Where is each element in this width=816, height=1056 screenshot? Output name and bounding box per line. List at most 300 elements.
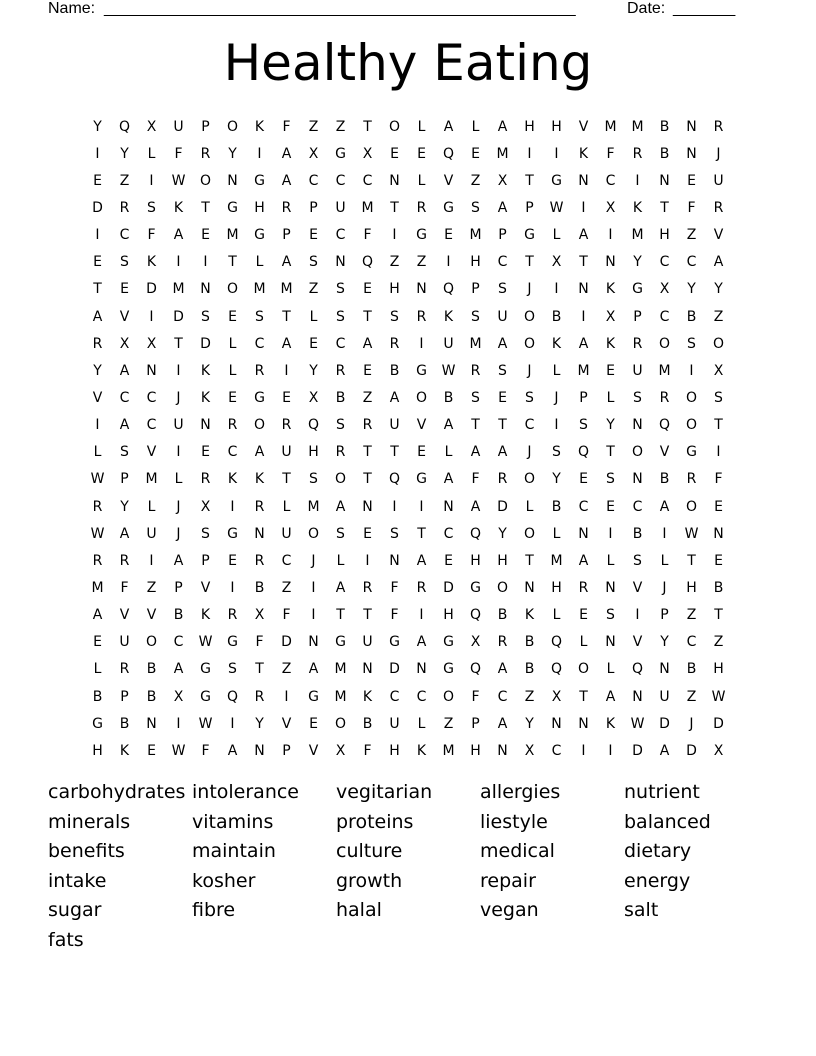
- grid-letter[interactable]: Q: [388, 471, 401, 488]
- grid-letter[interactable]: F: [606, 145, 615, 162]
- grid-letter[interactable]: I: [446, 254, 451, 271]
- grid-letter[interactable]: Z: [470, 172, 481, 189]
- grid-letter[interactable]: I: [176, 715, 181, 732]
- grid-letter[interactable]: R: [119, 661, 130, 678]
- grid-letter[interactable]: Y: [93, 118, 102, 135]
- grid-letter[interactable]: L: [228, 335, 237, 352]
- grid-letter[interactable]: R: [254, 688, 265, 705]
- grid-letter[interactable]: M: [334, 661, 347, 678]
- grid-letter[interactable]: C: [686, 254, 697, 271]
- grid-letter[interactable]: A: [443, 118, 454, 135]
- grid-letter[interactable]: Y: [309, 362, 318, 379]
- grid-letter[interactable]: S: [606, 607, 615, 624]
- grid-letter[interactable]: N: [713, 525, 724, 542]
- grid-letter[interactable]: S: [309, 471, 318, 488]
- grid-letter[interactable]: B: [551, 498, 562, 515]
- grid-letter[interactable]: O: [577, 661, 590, 678]
- grid-letter[interactable]: B: [254, 579, 265, 596]
- grid-letter[interactable]: U: [659, 688, 670, 705]
- grid-letter[interactable]: R: [254, 362, 265, 379]
- grid-letter[interactable]: J: [527, 362, 532, 379]
- grid-letter[interactable]: I: [419, 498, 424, 515]
- grid-letter[interactable]: U: [146, 525, 157, 542]
- grid-letter[interactable]: S: [255, 308, 264, 325]
- grid-letter[interactable]: U: [119, 634, 130, 651]
- grid-letter[interactable]: T: [606, 444, 615, 461]
- grid-letter[interactable]: L: [552, 607, 561, 624]
- grid-letter[interactable]: H: [470, 742, 481, 759]
- grid-letter[interactable]: T: [525, 552, 534, 569]
- grid-letter[interactable]: I: [662, 525, 667, 542]
- grid-letter[interactable]: T: [579, 688, 588, 705]
- grid-letter[interactable]: X: [713, 742, 724, 759]
- grid-letter[interactable]: X: [497, 172, 508, 189]
- grid-letter[interactable]: Q: [361, 254, 374, 271]
- grid-letter[interactable]: O: [523, 308, 536, 325]
- grid-letter[interactable]: A: [605, 688, 616, 705]
- grid-letter[interactable]: N: [389, 552, 400, 569]
- grid-letter[interactable]: P: [471, 281, 480, 298]
- grid-letter[interactable]: Y: [525, 715, 534, 732]
- grid-letter[interactable]: B: [92, 688, 103, 705]
- grid-letter[interactable]: R: [497, 471, 508, 488]
- grid-letter[interactable]: E: [606, 362, 615, 379]
- grid-letter[interactable]: R: [281, 417, 292, 434]
- grid-letter[interactable]: W: [198, 715, 213, 732]
- grid-letter[interactable]: L: [660, 552, 669, 569]
- grid-letter[interactable]: H: [443, 607, 454, 624]
- grid-letter[interactable]: B: [119, 715, 130, 732]
- grid-letter[interactable]: T: [363, 471, 372, 488]
- grid-letter[interactable]: R: [200, 471, 211, 488]
- grid-letter[interactable]: F: [282, 118, 291, 135]
- grid-letter[interactable]: V: [659, 444, 670, 461]
- grid-letter[interactable]: R: [227, 607, 238, 624]
- grid-letter[interactable]: S: [579, 417, 588, 434]
- grid-letter[interactable]: E: [579, 607, 588, 624]
- grid-letter[interactable]: O: [388, 118, 401, 135]
- grid-letter[interactable]: H: [92, 742, 103, 759]
- grid-letter[interactable]: O: [631, 444, 644, 461]
- grid-letter[interactable]: M: [172, 281, 185, 298]
- grid-letter[interactable]: M: [469, 227, 482, 244]
- grid-letter[interactable]: J: [527, 444, 532, 461]
- grid-letter[interactable]: I: [608, 227, 613, 244]
- grid-letter[interactable]: I: [95, 145, 100, 162]
- grid-letter[interactable]: I: [716, 444, 721, 461]
- grid-letter[interactable]: T: [255, 661, 264, 678]
- grid-letter[interactable]: T: [687, 552, 696, 569]
- grid-letter[interactable]: G: [200, 688, 211, 705]
- grid-letter[interactable]: Y: [498, 525, 507, 542]
- grid-letter[interactable]: G: [200, 661, 211, 678]
- grid-letter[interactable]: T: [363, 118, 372, 135]
- grid-letter[interactable]: I: [95, 227, 100, 244]
- grid-letter[interactable]: E: [201, 444, 210, 461]
- grid-letter[interactable]: G: [416, 362, 427, 379]
- grid-letter[interactable]: L: [282, 498, 291, 515]
- grid-letter[interactable]: V: [632, 579, 643, 596]
- grid-letter[interactable]: N: [497, 742, 508, 759]
- grid-letter[interactable]: L: [579, 634, 588, 651]
- grid-letter[interactable]: N: [254, 742, 265, 759]
- grid-letter[interactable]: A: [578, 552, 589, 569]
- grid-letter[interactable]: V: [578, 118, 589, 135]
- grid-letter[interactable]: E: [147, 742, 156, 759]
- grid-letter[interactable]: N: [605, 579, 616, 596]
- grid-letter[interactable]: C: [308, 172, 319, 189]
- grid-letter[interactable]: A: [416, 634, 427, 651]
- grid-letter[interactable]: X: [335, 742, 346, 759]
- grid-letter[interactable]: G: [443, 199, 454, 216]
- grid-letter[interactable]: N: [254, 525, 265, 542]
- grid-letter[interactable]: Y: [606, 417, 615, 434]
- grid-letter[interactable]: K: [632, 199, 643, 216]
- grid-letter[interactable]: N: [605, 634, 616, 651]
- grid-letter[interactable]: I: [149, 172, 154, 189]
- grid-letter[interactable]: B: [146, 688, 157, 705]
- grid-letter[interactable]: O: [523, 471, 536, 488]
- grid-letter[interactable]: K: [173, 199, 184, 216]
- grid-letter[interactable]: A: [713, 254, 724, 271]
- grid-letter[interactable]: F: [201, 742, 210, 759]
- grid-letter[interactable]: E: [444, 552, 453, 569]
- grid-letter[interactable]: A: [281, 172, 292, 189]
- grid-letter[interactable]: E: [363, 362, 372, 379]
- grid-letter[interactable]: C: [335, 335, 346, 352]
- grid-letter[interactable]: P: [633, 308, 642, 325]
- grid-letter[interactable]: Q: [442, 281, 455, 298]
- grid-letter[interactable]: T: [390, 199, 399, 216]
- grid-letter[interactable]: T: [525, 254, 534, 271]
- grid-letter[interactable]: T: [363, 444, 372, 461]
- grid-letter[interactable]: R: [416, 579, 427, 596]
- grid-letter[interactable]: Y: [714, 281, 723, 298]
- grid-letter[interactable]: E: [714, 552, 723, 569]
- grid-letter[interactable]: A: [281, 145, 292, 162]
- grid-letter[interactable]: E: [687, 172, 696, 189]
- grid-letter[interactable]: W: [549, 199, 564, 216]
- grid-letter[interactable]: N: [632, 471, 643, 488]
- grid-letter[interactable]: I: [365, 552, 370, 569]
- grid-letter[interactable]: P: [498, 227, 507, 244]
- grid-letter[interactable]: D: [200, 335, 211, 352]
- grid-letter[interactable]: G: [524, 227, 535, 244]
- grid-letter[interactable]: A: [254, 444, 265, 461]
- grid-letter[interactable]: N: [146, 715, 157, 732]
- grid-letter[interactable]: T: [390, 444, 399, 461]
- grid-letter[interactable]: N: [605, 254, 616, 271]
- grid-letter[interactable]: S: [336, 525, 345, 542]
- grid-letter[interactable]: K: [524, 607, 535, 624]
- grid-letter[interactable]: Q: [631, 661, 644, 678]
- grid-letter[interactable]: O: [334, 471, 347, 488]
- grid-letter[interactable]: Z: [362, 389, 373, 406]
- grid-letter[interactable]: L: [552, 525, 561, 542]
- grid-letter[interactable]: X: [524, 742, 535, 759]
- grid-letter[interactable]: M: [658, 362, 671, 379]
- grid-letter[interactable]: B: [362, 715, 373, 732]
- grid-letter[interactable]: S: [714, 389, 723, 406]
- grid-letter[interactable]: E: [309, 335, 318, 352]
- grid-letter[interactable]: M: [550, 552, 563, 569]
- grid-letter[interactable]: D: [173, 308, 184, 325]
- grid-letter[interactable]: L: [147, 498, 156, 515]
- grid-letter[interactable]: V: [119, 308, 130, 325]
- grid-letter[interactable]: Z: [524, 688, 535, 705]
- grid-letter[interactable]: U: [281, 444, 292, 461]
- grid-letter[interactable]: P: [282, 227, 291, 244]
- grid-letter[interactable]: U: [389, 417, 400, 434]
- grid-letter[interactable]: P: [282, 742, 291, 759]
- grid-letter[interactable]: G: [227, 525, 238, 542]
- grid-letter[interactable]: X: [254, 607, 265, 624]
- grid-letter[interactable]: G: [632, 281, 643, 298]
- grid-letter[interactable]: R: [335, 444, 346, 461]
- grid-letter[interactable]: Q: [658, 417, 671, 434]
- grid-letter[interactable]: N: [443, 498, 454, 515]
- grid-letter[interactable]: C: [416, 688, 427, 705]
- grid-letter[interactable]: B: [632, 525, 643, 542]
- grid-letter[interactable]: A: [659, 498, 670, 515]
- grid-letter[interactable]: N: [308, 634, 319, 651]
- grid-letter[interactable]: C: [254, 335, 265, 352]
- grid-letter[interactable]: I: [635, 607, 640, 624]
- grid-letter[interactable]: A: [173, 552, 184, 569]
- grid-letter[interactable]: K: [605, 281, 616, 298]
- grid-letter[interactable]: K: [605, 335, 616, 352]
- grid-letter[interactable]: C: [119, 227, 130, 244]
- grid-letter[interactable]: K: [119, 742, 130, 759]
- grid-letter[interactable]: Q: [469, 525, 482, 542]
- grid-letter[interactable]: R: [227, 417, 238, 434]
- grid-letter[interactable]: I: [284, 688, 289, 705]
- grid-letter[interactable]: Y: [93, 362, 102, 379]
- grid-letter[interactable]: V: [200, 579, 211, 596]
- grid-letter[interactable]: S: [390, 308, 399, 325]
- grid-letter[interactable]: N: [227, 172, 238, 189]
- grid-letter[interactable]: K: [605, 715, 616, 732]
- grid-letter[interactable]: A: [443, 417, 454, 434]
- grid-letter[interactable]: E: [228, 308, 237, 325]
- grid-letter[interactable]: U: [281, 525, 292, 542]
- grid-letter[interactable]: H: [524, 118, 535, 135]
- grid-letter[interactable]: S: [120, 444, 129, 461]
- grid-letter[interactable]: B: [713, 579, 724, 596]
- grid-letter[interactable]: S: [471, 199, 480, 216]
- grid-letter[interactable]: A: [497, 199, 508, 216]
- grid-letter[interactable]: A: [92, 308, 103, 325]
- grid-letter[interactable]: W: [171, 172, 186, 189]
- grid-letter[interactable]: M: [280, 281, 293, 298]
- grid-letter[interactable]: D: [497, 498, 508, 515]
- grid-letter[interactable]: I: [284, 362, 289, 379]
- grid-letter[interactable]: P: [201, 552, 210, 569]
- grid-letter[interactable]: U: [173, 417, 184, 434]
- grid-letter[interactable]: Q: [550, 634, 563, 651]
- grid-letter[interactable]: R: [713, 118, 724, 135]
- grid-letter[interactable]: Y: [120, 145, 129, 162]
- grid-letter[interactable]: K: [200, 607, 211, 624]
- grid-letter[interactable]: I: [230, 715, 235, 732]
- grid-letter[interactable]: A: [308, 661, 319, 678]
- grid-letter[interactable]: R: [92, 335, 103, 352]
- grid-letter[interactable]: I: [149, 552, 154, 569]
- grid-letter[interactable]: O: [685, 389, 698, 406]
- grid-letter[interactable]: J: [662, 579, 667, 596]
- grid-letter[interactable]: S: [228, 661, 237, 678]
- grid-letter[interactable]: C: [497, 688, 508, 705]
- grid-letter[interactable]: P: [309, 199, 318, 216]
- grid-letter[interactable]: G: [470, 579, 481, 596]
- grid-letter[interactable]: J: [176, 498, 181, 515]
- grid-letter[interactable]: F: [174, 145, 183, 162]
- grid-letter[interactable]: Z: [281, 579, 292, 596]
- grid-letter[interactable]: M: [334, 688, 347, 705]
- grid-letter[interactable]: I: [392, 498, 397, 515]
- grid-letter[interactable]: A: [497, 715, 508, 732]
- grid-letter[interactable]: E: [93, 634, 102, 651]
- grid-letter[interactable]: H: [551, 118, 562, 135]
- grid-letter[interactable]: Y: [633, 254, 642, 271]
- grid-letter[interactable]: H: [551, 579, 562, 596]
- grid-letter[interactable]: B: [524, 634, 535, 651]
- grid-letter[interactable]: F: [363, 227, 372, 244]
- grid-letter[interactable]: L: [606, 552, 615, 569]
- grid-letter[interactable]: G: [308, 688, 319, 705]
- grid-letter[interactable]: K: [200, 362, 211, 379]
- grid-letter[interactable]: C: [119, 389, 130, 406]
- grid-letter[interactable]: U: [389, 715, 400, 732]
- grid-letter[interactable]: H: [254, 199, 265, 216]
- grid-letter[interactable]: Y: [255, 715, 264, 732]
- grid-letter[interactable]: C: [524, 417, 535, 434]
- grid-letter[interactable]: O: [334, 715, 347, 732]
- grid-letter[interactable]: Q: [550, 661, 563, 678]
- grid-letter[interactable]: J: [716, 145, 721, 162]
- grid-letter[interactable]: N: [200, 281, 211, 298]
- grid-letter[interactable]: N: [551, 715, 562, 732]
- grid-letter[interactable]: E: [201, 227, 210, 244]
- grid-letter[interactable]: L: [93, 661, 102, 678]
- grid-letter[interactable]: E: [579, 471, 588, 488]
- grid-letter[interactable]: D: [686, 742, 697, 759]
- grid-letter[interactable]: M: [469, 335, 482, 352]
- grid-letter[interactable]: B: [389, 362, 400, 379]
- grid-letter[interactable]: A: [497, 335, 508, 352]
- grid-letter[interactable]: A: [389, 389, 400, 406]
- grid-letter[interactable]: R: [713, 199, 724, 216]
- grid-letter[interactable]: B: [686, 661, 697, 678]
- grid-letter[interactable]: M: [442, 742, 455, 759]
- grid-letter[interactable]: U: [713, 172, 724, 189]
- grid-letter[interactable]: T: [525, 172, 534, 189]
- grid-letter[interactable]: I: [554, 145, 559, 162]
- grid-letter[interactable]: E: [417, 145, 426, 162]
- grid-letter[interactable]: F: [687, 199, 696, 216]
- grid-letter[interactable]: Y: [120, 498, 129, 515]
- grid-letter[interactable]: C: [443, 525, 454, 542]
- grid-letter[interactable]: X: [173, 688, 184, 705]
- grid-letter[interactable]: Z: [119, 172, 130, 189]
- grid-letter[interactable]: Z: [686, 607, 697, 624]
- grid-letter[interactable]: L: [606, 661, 615, 678]
- grid-letter[interactable]: L: [417, 715, 426, 732]
- grid-letter[interactable]: I: [527, 145, 532, 162]
- grid-letter[interactable]: O: [523, 335, 536, 352]
- grid-letter[interactable]: O: [226, 281, 239, 298]
- grid-letter[interactable]: A: [362, 335, 373, 352]
- grid-letter[interactable]: I: [230, 498, 235, 515]
- grid-letter[interactable]: S: [525, 389, 534, 406]
- grid-letter[interactable]: U: [497, 308, 508, 325]
- grid-letter[interactable]: I: [176, 254, 181, 271]
- grid-letter[interactable]: I: [257, 145, 262, 162]
- grid-letter[interactable]: K: [227, 471, 238, 488]
- grid-letter[interactable]: B: [659, 145, 670, 162]
- grid-letter[interactable]: S: [201, 525, 210, 542]
- grid-letter[interactable]: R: [659, 389, 670, 406]
- grid-letter[interactable]: E: [309, 715, 318, 732]
- grid-letter[interactable]: I: [311, 607, 316, 624]
- grid-letter[interactable]: M: [631, 227, 644, 244]
- grid-letter[interactable]: T: [660, 199, 669, 216]
- grid-letter[interactable]: H: [389, 742, 400, 759]
- grid-letter[interactable]: W: [90, 471, 105, 488]
- grid-letter[interactable]: S: [552, 444, 561, 461]
- grid-letter[interactable]: R: [119, 199, 130, 216]
- grid-letter[interactable]: C: [335, 172, 346, 189]
- grid-letter[interactable]: R: [497, 634, 508, 651]
- grid-letter[interactable]: O: [253, 417, 266, 434]
- grid-letter[interactable]: A: [497, 118, 508, 135]
- grid-letter[interactable]: A: [416, 552, 427, 569]
- grid-letter[interactable]: G: [416, 227, 427, 244]
- grid-letter[interactable]: A: [173, 661, 184, 678]
- grid-letter[interactable]: Y: [228, 145, 237, 162]
- grid-letter[interactable]: K: [551, 335, 562, 352]
- grid-letter[interactable]: T: [363, 308, 372, 325]
- grid-letter[interactable]: Z: [335, 118, 346, 135]
- grid-letter[interactable]: L: [228, 362, 237, 379]
- grid-letter[interactable]: G: [443, 661, 454, 678]
- grid-letter[interactable]: E: [363, 525, 372, 542]
- grid-letter[interactable]: Z: [281, 661, 292, 678]
- grid-letter[interactable]: T: [201, 199, 210, 216]
- grid-letter[interactable]: Q: [469, 661, 482, 678]
- grid-letter[interactable]: V: [416, 417, 427, 434]
- grid-letter[interactable]: Z: [146, 579, 157, 596]
- grid-letter[interactable]: V: [146, 444, 157, 461]
- grid-letter[interactable]: I: [311, 579, 316, 596]
- grid-letter[interactable]: H: [659, 227, 670, 244]
- grid-letter[interactable]: J: [527, 281, 532, 298]
- grid-letter[interactable]: S: [471, 389, 480, 406]
- grid-letter[interactable]: I: [581, 308, 586, 325]
- grid-letter[interactable]: X: [659, 281, 670, 298]
- grid-letter[interactable]: I: [149, 308, 154, 325]
- grid-letter[interactable]: J: [311, 552, 316, 569]
- grid-letter[interactable]: O: [226, 118, 239, 135]
- grid-letter[interactable]: A: [335, 498, 346, 515]
- grid-letter[interactable]: V: [308, 742, 319, 759]
- grid-letter[interactable]: G: [443, 634, 454, 651]
- grid-letter[interactable]: X: [551, 688, 562, 705]
- grid-letter[interactable]: N: [632, 417, 643, 434]
- grid-letter[interactable]: S: [201, 308, 210, 325]
- grid-letter[interactable]: P: [201, 118, 210, 135]
- grid-letter[interactable]: M: [361, 199, 374, 216]
